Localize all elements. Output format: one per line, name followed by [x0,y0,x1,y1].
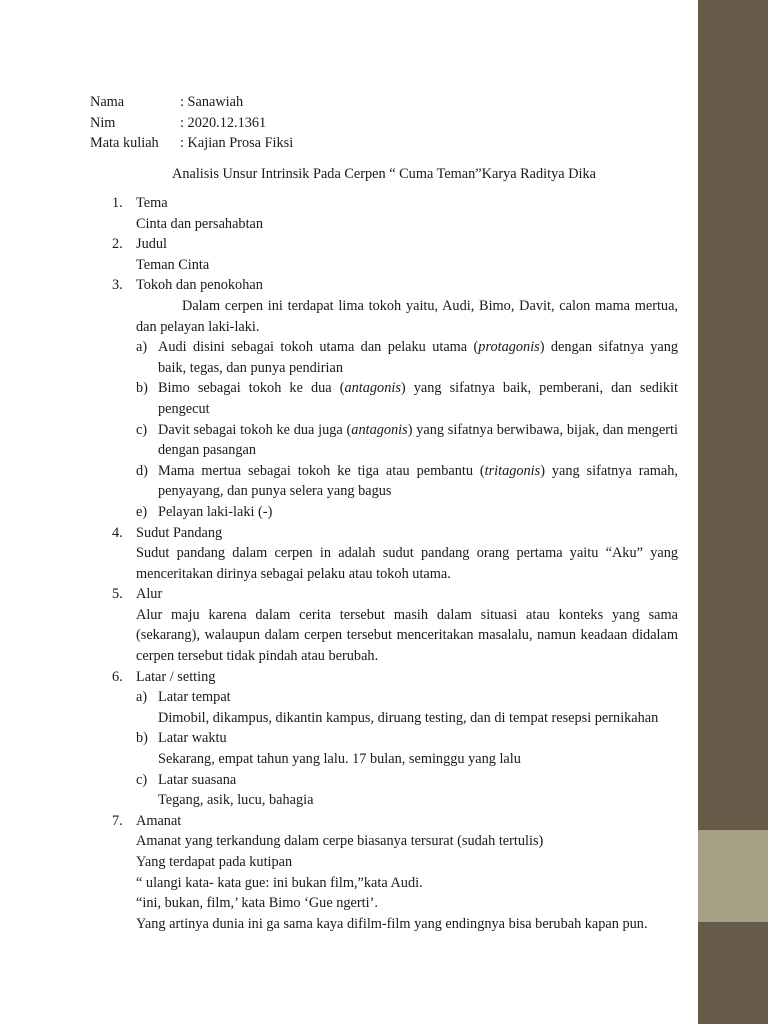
role-term: protagonis [478,339,540,356]
header-info [90,92,293,154]
section-judul [90,234,678,275]
character-audi [136,337,678,378]
item-letter: d) [136,462,148,479]
section-number: 3. [112,277,123,294]
item-letter: c) [136,771,148,788]
document-title: Analisis Unsur Intrinsik Pada Cerpen “ Cuma Teman”Karya Raditya Dika [172,166,596,182]
header-value: : Kajian Prosa Fiksi [180,135,294,152]
header-value: : 2020.12.1361 [180,114,267,131]
amanat-quote: “ini, bukan, film,’ kata Bimo ‘Gue ngerti’. [136,895,378,912]
text-part: Mama mertua sebagai tokoh ke tiga atau pembantu ( [158,462,485,479]
section-intro: Dalam cerpen ini terdapat lima tokoh yaitu, Audi, Bimo, Davit, calon mama mertua, dan pelayan laki-laki. [136,297,678,335]
section-number: 1. [112,195,123,211]
amanat-line: Yang terdapat pada kutipan [136,854,293,870]
text-part: Davit sebagai tokoh ke dua juga ( [158,421,352,438]
amanat-line: Yang artinya dunia ini ga sama kaya difilm-film yang endingnya bisa berubah kapan pun. [136,915,648,932]
section-body: Sudut pandang dalam cerpen in adalah sudut pandang orang pertama yaitu “Aku” yang menceritakan dirinya sebagai pelaku atau tokoh utama. [136,545,678,582]
header-label: Nama [90,94,125,110]
section-tokoh-list [90,337,678,522]
section-alur [90,584,678,666]
item-letter: b) [136,380,148,397]
section-body: Teman Cinta [136,256,210,273]
amanat-quote: “ ulangi kata- kata gue: ini bukan film,”kata Audi. [136,874,423,891]
latar-suasana [136,770,678,811]
character-pelayan [136,502,678,523]
item-letter: a) [136,689,148,706]
section-heading: Tokoh dan penokohan [136,277,263,294]
header-row-nama [90,92,293,113]
section-heading: Alur [136,586,163,603]
role-term: antagonis [344,380,401,397]
text-part: ) yang sifatnya ramah, penyayang, dan punya selera yang bagus [158,462,678,500]
analysis-list [90,193,678,934]
right-sidebar [698,0,768,1024]
section-heading: Sudut Pandang [136,524,223,541]
text-part: Audi disini sebagai tokoh utama dan pelaku utama ( [158,339,479,356]
section-body: Alur maju karena dalam cerita tersebut masih dalam situasi atau konteks yang sama (sekarang), walaupun dalam cerpen tersebut menceritakan masalalu, namun keadaan didalam cerpen tersebut tidak pindah atau berubah. [136,606,678,665]
character-davit [136,420,678,461]
section-number: 6. [112,668,123,685]
section-sudut-pandang [90,523,678,585]
sidebar-band [698,830,768,922]
header-label: Nim [90,114,116,131]
text-part: Bimo sebagai tokoh ke dua ( [158,380,345,397]
latar-body: Sekarang, empat tahun yang lalu. 17 bulan, seminggu yang lalu [158,751,521,768]
text-part: ) yang sifatnya berwibawa, bijak, dan mengerti dengan pasangan [158,421,678,459]
section-heading: Tema [136,195,168,211]
section-tema [90,193,678,234]
item-letter: c) [136,421,148,438]
section-number: 7. [112,812,123,829]
section-heading: Latar / setting [136,668,216,685]
section-heading: Judul [136,236,167,253]
section-number: 5. [112,586,123,603]
header-row-mata-kuliah [90,133,293,154]
section-number: 2. [112,236,123,253]
item-letter: a) [136,339,148,356]
latar-label: Latar tempat [158,689,231,706]
character-bimo [136,378,678,419]
role-term: antagonis [351,421,408,438]
item-letter: e) [136,503,148,520]
header-row-nim [90,113,293,134]
section-heading: Amanat [136,812,182,829]
amanat-line: Amanat yang terkandung dalam cerpe biasanya tersurat (sudah tertulis) [136,833,544,850]
text-part: ) yang sifatnya baik, pemberani, dan sedikit pengecut [158,380,679,417]
latar-tempat [136,687,678,728]
latar-body: Tegang, asik, lucu, bahagia [158,792,314,809]
section-amanat [90,811,678,935]
text-part: Pelayan laki-laki (-) [158,503,273,520]
latar-waktu [136,728,678,769]
text-part: ) dengan sifatnya yang baik, tegas, dan punya pendirian [158,339,678,376]
latar-label: Latar waktu [158,730,227,747]
latar-body: Dimobil, dikampus, dikantin kampus, diruang testing, dan di tempat resepsi pernikahan [158,709,659,726]
section-body: Cinta dan persahabtan [136,215,264,232]
character-mama-mertua [136,461,678,502]
latar-label: Latar suasana [158,771,237,788]
item-letter: b) [136,730,148,747]
header-label: Mata kuliah [90,135,159,152]
section-latar [90,667,678,811]
section-tokoh [90,275,678,337]
header-value: : Sanawiah [180,94,244,110]
section-number: 4. [112,524,123,541]
role-term: tritagonis [484,462,541,479]
